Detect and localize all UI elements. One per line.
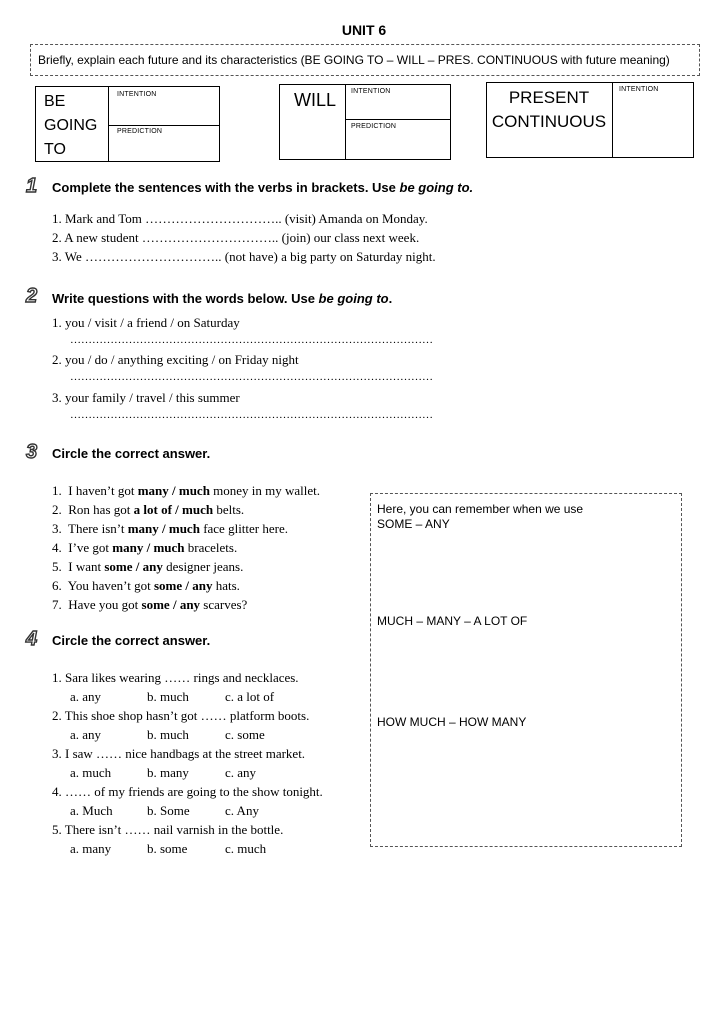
- item-text: Have you got: [68, 597, 142, 612]
- heading-emphasis: be going to: [318, 291, 389, 306]
- intro-instruction: Briefly, explain each future and its characteristics (BE GOING TO – WILL – PRES. CONTINUOUS with future meaning): [38, 53, 670, 67]
- label-line: CONTINUOUS: [491, 112, 607, 131]
- option-a[interactable]: a. any: [70, 727, 102, 742]
- item-text: I’ve got: [68, 540, 113, 555]
- option-b[interactable]: b. some: [147, 841, 188, 856]
- option-c[interactable]: c. much: [225, 841, 267, 856]
- label-line: PRESENT: [508, 88, 590, 107]
- item-number: 4.: [52, 540, 62, 555]
- question-prompt: 2. you / do / anything exciting / on Friday night: [52, 352, 299, 367]
- option-b[interactable]: b. Some: [147, 803, 190, 818]
- item-number: 1.: [52, 483, 62, 498]
- remember-box: [370, 493, 682, 847]
- exercise-line: 3. We ………………………….. (not have) a big party on Saturday night.: [52, 249, 436, 264]
- item-text: scarves?: [200, 597, 248, 612]
- label-line: GOING: [44, 117, 98, 134]
- question-line: 2. This shoe shop hasn’t got …… platform boots.: [52, 708, 310, 723]
- item-text: Ron has got: [68, 502, 134, 517]
- question-line: 3. I saw …… nice handbags at the street market.: [52, 746, 306, 761]
- heading-emphasis: be going to.: [399, 180, 474, 195]
- heading-text: .: [388, 291, 393, 306]
- item-text: There isn’t: [68, 521, 128, 536]
- choice-options[interactable]: many / much: [112, 540, 185, 555]
- present-continuous-intention-cell[interactable]: [612, 82, 694, 158]
- answer-line[interactable]: ………………………………………………………………………………………: [70, 334, 433, 346]
- option-a[interactable]: a. any: [70, 689, 102, 704]
- exercise-line: 1. Mark and Tom ………………………….. (visit) Amanda on Monday.: [52, 211, 428, 226]
- remember-text: MUCH – MANY – A LOT OF: [377, 614, 528, 628]
- exercise-line: [52, 559, 243, 575]
- heading-text: Write questions with the words below. Use: [52, 291, 319, 306]
- will-label: WILL: [294, 90, 337, 110]
- item-text: You haven’t got: [67, 578, 154, 593]
- item-number: 5.: [52, 559, 62, 574]
- remember-text: SOME – ANY: [377, 517, 450, 531]
- item-text: belts.: [213, 502, 245, 517]
- item-number: 2.: [52, 502, 62, 517]
- section-number: 1: [26, 175, 38, 197]
- option-a[interactable]: a. many: [70, 841, 112, 856]
- section-number: 2: [26, 285, 38, 307]
- item-text: designer jeans.: [162, 559, 244, 574]
- answer-line[interactable]: ………………………………………………………………………………………: [70, 409, 433, 421]
- option-b[interactable]: b. much: [147, 727, 189, 742]
- option-c[interactable]: c. some: [225, 727, 265, 742]
- exercise-line: [52, 502, 244, 518]
- choice-options[interactable]: some / any: [141, 597, 201, 612]
- label-line: BE: [44, 93, 66, 110]
- option-b[interactable]: b. many: [147, 765, 189, 780]
- item-number: 6.: [52, 578, 62, 593]
- question-line: 5. There isn’t …… nail varnish in the bottle.: [52, 822, 284, 837]
- remember-text: HOW MUCH – HOW MANY: [377, 715, 527, 729]
- present-continuous-label: [489, 86, 609, 134]
- option-c[interactable]: c. a lot of: [225, 689, 275, 704]
- intention-label: INTENTION: [619, 86, 659, 93]
- item-text: money in my wallet.: [209, 483, 321, 498]
- option-a[interactable]: a. much: [70, 765, 112, 780]
- be-going-to-label: [44, 90, 97, 162]
- section-1-heading: [52, 180, 473, 195]
- choice-options[interactable]: some / any: [104, 559, 163, 574]
- item-number: 3.: [52, 521, 62, 536]
- item-text: face glitter here.: [199, 521, 288, 536]
- option-b[interactable]: b. much: [147, 689, 189, 704]
- question-prompt: 3. your family / travel / this summer: [52, 390, 240, 405]
- option-c[interactable]: c. any: [225, 765, 257, 780]
- choice-options[interactable]: many / much: [137, 483, 210, 498]
- label-line: TO: [44, 141, 66, 158]
- item-text: bracelets.: [184, 540, 238, 555]
- item-text: I want: [68, 559, 105, 574]
- section-number: 4: [26, 628, 38, 650]
- remember-text: Here, you can remember when we use: [377, 502, 584, 516]
- exercise-line: 2. A new student ………………………….. (join) our class next week.: [52, 230, 420, 245]
- question-line: 4. …… of my friends are going to the show tonight.: [52, 784, 323, 799]
- section-number: 3: [26, 441, 38, 463]
- item-text: hats.: [212, 578, 240, 593]
- section-3-heading: Circle the correct answer.: [52, 446, 211, 461]
- item-text: I haven’t got: [68, 483, 138, 498]
- page-title: UNIT 6: [341, 22, 387, 38]
- heading-text: Complete the sentences with the verbs in brackets. Use: [52, 180, 400, 195]
- choice-options[interactable]: many / much: [127, 521, 200, 536]
- item-number: 7.: [52, 597, 62, 612]
- intention-label: INTENTION: [117, 91, 157, 98]
- question-line: 1. Sara likes wearing …… rings and necklaces.: [52, 670, 299, 685]
- section-4-heading: Circle the correct answer.: [52, 633, 211, 648]
- exercise-line: [52, 597, 247, 613]
- choice-options[interactable]: some / any: [153, 578, 213, 593]
- option-c[interactable]: c. Any: [225, 803, 259, 818]
- option-a[interactable]: a. Much: [70, 803, 113, 818]
- question-prompt: 1. you / visit / a friend / on Saturday: [52, 315, 240, 330]
- exercise-line: [52, 483, 320, 499]
- answer-line[interactable]: ………………………………………………………………………………………: [70, 371, 433, 383]
- exercise-line: [52, 578, 240, 594]
- section-2-heading: [52, 291, 392, 306]
- choice-options[interactable]: a lot of / much: [133, 502, 214, 517]
- exercise-line: [52, 540, 237, 556]
- prediction-label: PREDICTION: [117, 128, 163, 135]
- intention-label: INTENTION: [351, 88, 391, 95]
- prediction-label: PREDICTION: [351, 123, 397, 130]
- exercise-line: [52, 521, 288, 537]
